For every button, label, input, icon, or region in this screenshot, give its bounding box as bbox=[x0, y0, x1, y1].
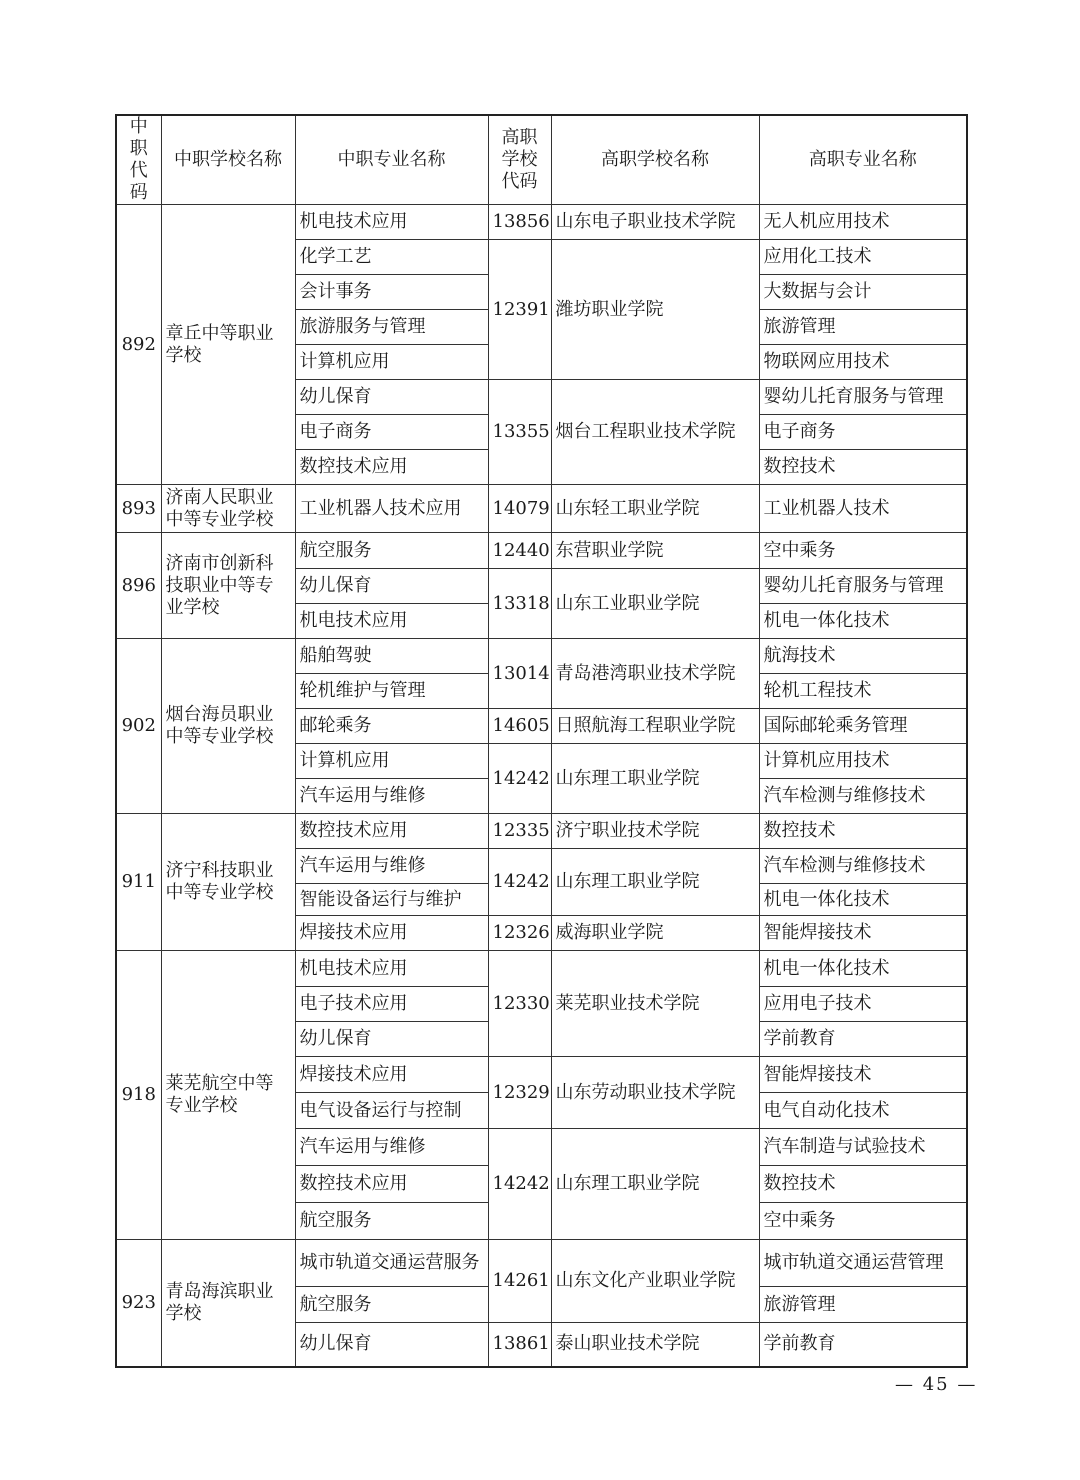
gz-school-cell: 山东轻工职业学院 bbox=[551, 485, 759, 533]
zz-major-cell: 幼儿保育 bbox=[295, 1022, 488, 1057]
zz-code-cell: 896 bbox=[116, 533, 161, 639]
zz-major-cell: 汽车运用与维修 bbox=[295, 779, 488, 814]
gz-major-cell: 航海技术 bbox=[759, 639, 967, 674]
zz-major-cell: 数控技术应用 bbox=[295, 1166, 488, 1203]
program-table bbox=[115, 114, 968, 1368]
zz-major-cell: 邮轮乘务 bbox=[295, 709, 488, 744]
zz-major-cell: 工业机器人技术应用 bbox=[295, 485, 488, 533]
gz-code-cell: 12326 bbox=[488, 916, 551, 951]
zz-major-cell: 船舶驾驶 bbox=[295, 639, 488, 674]
zz-major-cell: 电子技术应用 bbox=[295, 987, 488, 1022]
zz-school-cell: 青岛海滨职业学校 bbox=[161, 1240, 295, 1367]
zz-major-cell: 化学工艺 bbox=[295, 240, 488, 275]
gz-major-cell: 国际邮轮乘务管理 bbox=[759, 709, 967, 744]
gz-major-cell: 空中乘务 bbox=[759, 1203, 967, 1240]
gz-major-cell: 数控技术 bbox=[759, 450, 967, 485]
zz-major-cell: 机电技术应用 bbox=[295, 205, 488, 240]
table-row bbox=[116, 639, 967, 674]
gz-school-cell: 山东理工职业学院 bbox=[551, 1129, 759, 1240]
zz-school-cell: 莱芜航空中等专业学校 bbox=[161, 951, 295, 1240]
table-row bbox=[116, 485, 967, 533]
zz-code-cell: 918 bbox=[116, 951, 161, 1240]
gz-code-cell: 13014 bbox=[488, 639, 551, 709]
gz-code-cell: 12440 bbox=[488, 533, 551, 569]
gz-major-cell: 电气自动化技术 bbox=[759, 1093, 967, 1129]
zz-major-cell: 城市轨道交通运营服务 bbox=[295, 1240, 488, 1287]
gz-code-cell: 14261 bbox=[488, 1240, 551, 1323]
zz-code-cell: 902 bbox=[116, 639, 161, 814]
gz-school-cell: 山东工业职业学院 bbox=[551, 569, 759, 639]
zz-major-cell: 焊接技术应用 bbox=[295, 1057, 488, 1093]
zz-major-cell: 轮机维护与管理 bbox=[295, 674, 488, 709]
gz-code-cell: 13355 bbox=[488, 380, 551, 485]
zz-major-cell: 计算机应用 bbox=[295, 744, 488, 779]
zz-code-cell: 911 bbox=[116, 814, 161, 951]
gz-major-cell: 计算机应用技术 bbox=[759, 744, 967, 779]
gz-major-cell: 机电一体化技术 bbox=[759, 884, 967, 916]
table-row bbox=[116, 533, 967, 569]
gz-code-cell: 12391 bbox=[488, 240, 551, 380]
gz-major-cell: 旅游管理 bbox=[759, 310, 967, 345]
zz-school-cell: 章丘中等职业学校 bbox=[161, 205, 295, 485]
header-gz-major: 高职专业名称 bbox=[759, 115, 967, 205]
table-row bbox=[116, 205, 967, 240]
gz-major-cell: 工业机器人技术 bbox=[759, 485, 967, 533]
gz-major-cell: 婴幼儿托育服务与管理 bbox=[759, 569, 967, 604]
zz-major-cell: 幼儿保育 bbox=[295, 569, 488, 604]
gz-major-cell: 汽车检测与维修技术 bbox=[759, 849, 967, 884]
table-row bbox=[116, 951, 967, 987]
gz-major-cell: 轮机工程技术 bbox=[759, 674, 967, 709]
table-row bbox=[116, 1240, 967, 1287]
zz-code-cell: 893 bbox=[116, 485, 161, 533]
zz-school-cell: 济南人民职业中等专业学校 bbox=[161, 485, 295, 533]
gz-school-cell: 东营职业学院 bbox=[551, 533, 759, 569]
zz-major-cell: 汽车运用与维修 bbox=[295, 1129, 488, 1166]
gz-code-cell: 14242 bbox=[488, 1129, 551, 1240]
zz-major-cell: 焊接技术应用 bbox=[295, 916, 488, 951]
zz-major-cell: 幼儿保育 bbox=[295, 380, 488, 415]
zz-major-cell: 计算机应用 bbox=[295, 345, 488, 380]
zz-code-cell: 923 bbox=[116, 1240, 161, 1367]
header-gz-code: 高职 学校 代码 bbox=[488, 115, 551, 205]
gz-major-cell: 汽车检测与维修技术 bbox=[759, 779, 967, 814]
zz-code-cell: 892 bbox=[116, 205, 161, 485]
zz-major-cell: 数控技术应用 bbox=[295, 814, 488, 849]
zz-major-cell: 航空服务 bbox=[295, 1287, 488, 1323]
zz-major-cell: 数控技术应用 bbox=[295, 450, 488, 485]
gz-school-cell: 烟台工程职业技术学院 bbox=[551, 380, 759, 485]
gz-code-cell: 12335 bbox=[488, 814, 551, 849]
gz-code-cell: 13318 bbox=[488, 569, 551, 639]
gz-major-cell: 电子商务 bbox=[759, 415, 967, 450]
gz-major-cell: 大数据与会计 bbox=[759, 275, 967, 310]
header-zz-major: 中职专业名称 bbox=[295, 115, 488, 205]
gz-code-cell: 14242 bbox=[488, 744, 551, 814]
zz-major-cell: 旅游服务与管理 bbox=[295, 310, 488, 345]
gz-school-cell: 济宁职业技术学院 bbox=[551, 814, 759, 849]
gz-code-cell: 12330 bbox=[488, 951, 551, 1057]
gz-code-cell: 13856 bbox=[488, 205, 551, 240]
gz-major-cell: 机电一体化技术 bbox=[759, 604, 967, 639]
gz-major-cell: 无人机应用技术 bbox=[759, 205, 967, 240]
zz-major-cell: 幼儿保育 bbox=[295, 1323, 488, 1367]
gz-school-cell: 山东劳动职业技术学院 bbox=[551, 1057, 759, 1129]
table-body bbox=[116, 205, 967, 1367]
gz-major-cell: 应用化工技术 bbox=[759, 240, 967, 275]
gz-major-cell: 应用电子技术 bbox=[759, 987, 967, 1022]
zz-major-cell: 机电技术应用 bbox=[295, 951, 488, 987]
gz-major-cell: 智能焊接技术 bbox=[759, 1057, 967, 1093]
gz-major-cell: 学前教育 bbox=[759, 1022, 967, 1057]
gz-school-cell: 莱芜职业技术学院 bbox=[551, 951, 759, 1057]
zz-major-cell: 智能设备运行与维护 bbox=[295, 884, 488, 916]
zz-major-cell: 电气设备运行与控制 bbox=[295, 1093, 488, 1129]
gz-school-cell: 威海职业学院 bbox=[551, 916, 759, 951]
zz-school-cell: 济宁科技职业中等专业学校 bbox=[161, 814, 295, 951]
gz-major-cell: 城市轨道交通运营管理 bbox=[759, 1240, 967, 1287]
gz-school-cell: 山东理工职业学院 bbox=[551, 744, 759, 814]
gz-school-cell: 山东理工职业学院 bbox=[551, 849, 759, 916]
header-zz-code: 中职 代码 bbox=[116, 115, 161, 205]
zz-school-cell: 济南市创新科技职业中等专业学校 bbox=[161, 533, 295, 639]
gz-major-cell: 旅游管理 bbox=[759, 1287, 967, 1323]
header-gz-school: 高职学校名称 bbox=[551, 115, 759, 205]
header-zz-school: 中职学校名称 bbox=[161, 115, 295, 205]
zz-major-cell: 汽车运用与维修 bbox=[295, 849, 488, 884]
gz-major-cell: 汽车制造与试验技术 bbox=[759, 1129, 967, 1166]
gz-school-cell: 山东电子职业技术学院 bbox=[551, 205, 759, 240]
gz-major-cell: 学前教育 bbox=[759, 1323, 967, 1367]
zz-major-cell: 航空服务 bbox=[295, 1203, 488, 1240]
gz-school-cell: 日照航海工程职业学院 bbox=[551, 709, 759, 744]
gz-major-cell: 智能焊接技术 bbox=[759, 916, 967, 951]
gz-major-cell: 婴幼儿托育服务与管理 bbox=[759, 380, 967, 415]
gz-code-cell: 13861 bbox=[488, 1323, 551, 1367]
gz-school-cell: 泰山职业技术学院 bbox=[551, 1323, 759, 1367]
zz-major-cell: 机电技术应用 bbox=[295, 604, 488, 639]
gz-school-cell: 山东文化产业职业学院 bbox=[551, 1240, 759, 1323]
gz-code-cell: 14079 bbox=[488, 485, 551, 533]
zz-major-cell: 航空服务 bbox=[295, 533, 488, 569]
gz-major-cell: 物联网应用技术 bbox=[759, 345, 967, 380]
gz-school-cell: 潍坊职业学院 bbox=[551, 240, 759, 380]
gz-school-cell: 青岛港湾职业技术学院 bbox=[551, 639, 759, 709]
gz-major-cell: 机电一体化技术 bbox=[759, 951, 967, 987]
zz-major-cell: 会计事务 bbox=[295, 275, 488, 310]
page-number: — 45 — bbox=[895, 1374, 978, 1395]
gz-major-cell: 空中乘务 bbox=[759, 533, 967, 569]
zz-school-cell: 烟台海员职业中等专业学校 bbox=[161, 639, 295, 814]
gz-code-cell: 12329 bbox=[488, 1057, 551, 1129]
gz-major-cell: 数控技术 bbox=[759, 1166, 967, 1203]
zz-major-cell: 电子商务 bbox=[295, 415, 488, 450]
table-row bbox=[116, 814, 967, 849]
gz-code-cell: 14605 bbox=[488, 709, 551, 744]
gz-major-cell: 数控技术 bbox=[759, 814, 967, 849]
gz-code-cell: 14242 bbox=[488, 849, 551, 916]
header-row bbox=[116, 115, 967, 205]
